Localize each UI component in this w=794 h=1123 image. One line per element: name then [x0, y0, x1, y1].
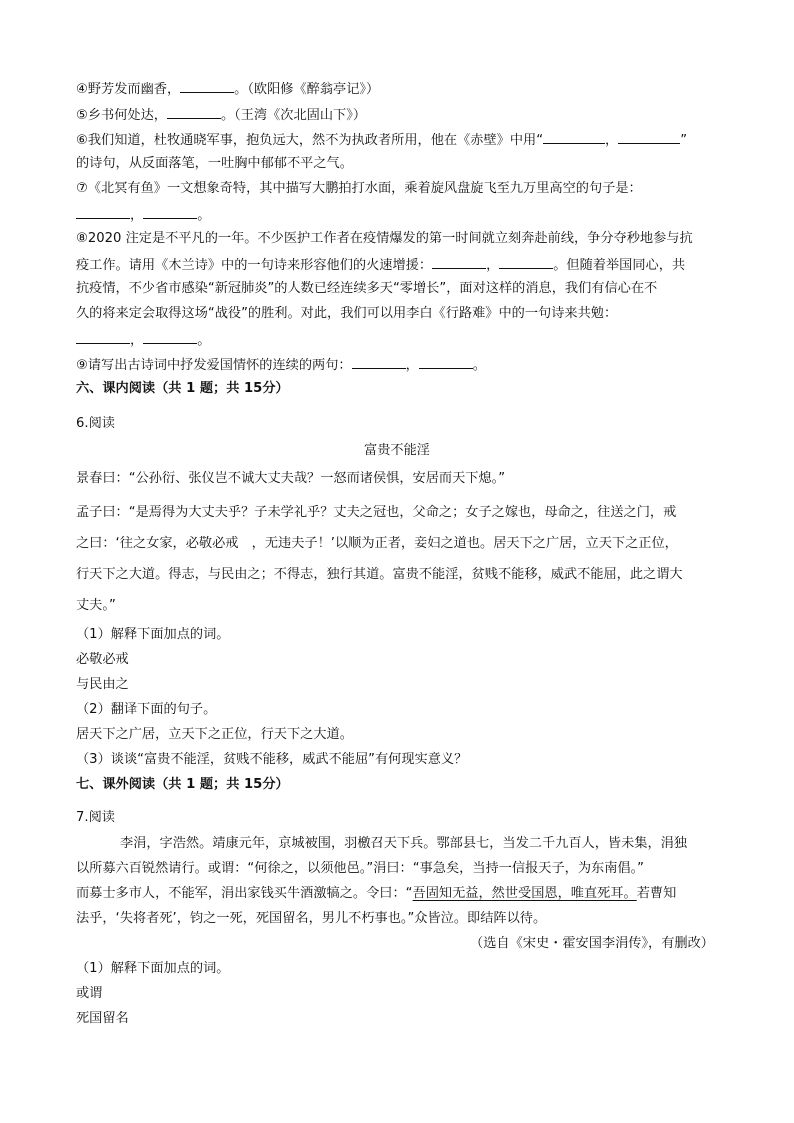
- question-label-7: 7.阅读: [76, 810, 115, 825]
- word-item: 与民由之: [76, 677, 129, 692]
- item-text: 。: [472, 358, 486, 373]
- section-heading-7: 七、课外阅读（共 1 题；共 15分）: [76, 777, 289, 792]
- answer-blank[interactable]: [76, 329, 130, 344]
- fill-item-8-line2: [76, 254, 685, 276]
- answer-blank[interactable]: [432, 254, 486, 269]
- item-text: ，: [605, 133, 619, 148]
- item-text: ⑥我们知道，杜牧通晓军事，抱负远大，然不为执政者所用，他在《赤壁》中用“: [76, 133, 544, 148]
- answer-blank[interactable]: [180, 78, 234, 93]
- item-text: ⑤乡书何处达，: [76, 108, 167, 123]
- subquestion-3: （3）谈谈“富贵不能淫，贫贱不能移，威武不能屈”有何现实意义？: [76, 752, 468, 767]
- passage-title: 富贵不能淫: [364, 443, 430, 458]
- answer-blank[interactable]: [499, 254, 553, 269]
- passage-text: 若曹知: [636, 886, 677, 901]
- passage-paragraph-2-line2: 之曰：‘往之女家，必敬必戒 ，无违夫子！’以顺为正者，妾妇之道也。居天下之广居，立天下之正位，: [76, 536, 678, 551]
- item-text: 。: [197, 333, 211, 348]
- section-heading-6: 六、课内阅读（共 1 题；共 15分）: [76, 381, 289, 396]
- item-text: 。: [197, 208, 211, 223]
- passage-paragraph-2-line3: 行天下之大道。得志，与民由之；不得志，独行其道。富贵不能淫，贫贱不能移，威武不能屈，此之谓大: [76, 567, 683, 582]
- item-text: ，: [405, 358, 419, 373]
- fill-item-7: ⑦《北冥有鱼》一文想象奇特，其中描写大鹏拍打水面，乘着旋风盘旋飞至九万里高空的句子是：: [76, 181, 642, 196]
- item-text: 。但随着举国同心，共: [553, 258, 686, 273]
- passage-line-2: 以所募六百锐然请行。或谓：“何徐之，以须他邑。”涓曰：“事急矣，当持一信报天子，为东南倡。”: [76, 861, 644, 876]
- fill-item-7-line2: [76, 204, 210, 226]
- fill-item-4: [76, 78, 379, 100]
- answer-blank[interactable]: [618, 129, 680, 144]
- item-text: ⑨请写出古诗词中抒发爱国情怀的连续的两句：: [76, 358, 352, 373]
- subquestion-1: （1）解释下面加点的词。: [76, 961, 230, 976]
- item-text: ④野芳发而幽香，: [76, 82, 181, 97]
- fill-item-8-line3: 抗疫情，不少省市感染“新冠肺炎”的人数已经连续多天“零增长”，面对这样的消息，我们有信心在不: [76, 281, 658, 296]
- fill-item-6: [76, 129, 687, 151]
- word-item: 必敬必戒: [76, 652, 129, 667]
- question-label-6: 6.阅读: [76, 416, 115, 431]
- item-text: 。（欧阳修《醉翁亭记》）: [234, 82, 380, 97]
- answer-blank[interactable]: [352, 354, 406, 369]
- item-text: ”: [680, 133, 688, 148]
- passage-paragraph-2-line1: 孟子曰：“是焉得为大丈夫乎？子未学礼乎？丈夫之冠也，父命之；女子之嫁也，母命之，往送之门，戒: [76, 505, 677, 520]
- fill-item-6-line2: 的诗句，从反面落笔，一吐胸中郁郁不平之气。: [76, 156, 353, 171]
- item-text: ，: [486, 258, 500, 273]
- item-text: ，: [130, 333, 144, 348]
- item-text: 。（王湾《次北固山下》）: [220, 108, 367, 123]
- passage-source: （选自《宋史・霍安国李涓传》，有删改）: [470, 936, 714, 951]
- word-item: 或谓: [76, 986, 103, 1001]
- item-text: 疫工作。请用《木兰诗》中的一句诗来形容他们的火速增援：: [76, 258, 433, 273]
- fill-item-5: [76, 104, 366, 126]
- passage-line-4: 法乎，‘失将者死’，钧之一死，死国留名，男儿不朽事也。”众皆泣。即结阵以待。: [76, 911, 547, 926]
- fill-item-8: ⑧2020 注定是不平凡的一年。不少医护工作者在疫情爆发的第一时间就立刻奔赴前线，争分夺秒地参与抗: [76, 231, 693, 246]
- answer-blank[interactable]: [143, 329, 197, 344]
- passage-paragraph-1: 景春曰：“公孙衍、张仪岂不诚大丈夫哉？一怒而诸侯惧，安居而天下熄。”: [76, 471, 506, 486]
- word-item: 死国留名: [76, 1011, 129, 1026]
- answer-blank[interactable]: [543, 129, 605, 144]
- item-text: ，: [130, 208, 144, 223]
- fill-item-8-line4: 久的将来定会取得这场“战役”的胜利。对此，我们可以用李白《行路难》中的一句诗来共勉：: [76, 306, 618, 321]
- passage-line-3: [76, 884, 676, 904]
- subquestion-1: （1）解释下面加点的词。: [76, 627, 230, 642]
- underlined-sentence: 吾固知无益，然世受国恩，唯直死耳。: [412, 886, 637, 901]
- passage-paragraph-2-line4: 丈夫。”: [76, 598, 116, 613]
- answer-blank[interactable]: [143, 204, 197, 219]
- passage-line-1: 李涓，字浩然。靖康元年，京城被围，羽檄召天下兵。鄂部县七，当发二千九百人，皆未集，涓独: [120, 836, 688, 851]
- fill-item-8-line5: [76, 329, 210, 351]
- fill-item-9: [76, 354, 486, 376]
- subquestion-2: （2）翻译下面的句子。: [76, 702, 217, 717]
- passage-text: 而募士多市人，不能军，涓出家钱买牛酒激犒之。令曰：“: [76, 886, 413, 901]
- answer-blank[interactable]: [167, 104, 221, 119]
- sentence-to-translate: 居天下之广居，立天下之正位，行天下之大道。: [76, 727, 353, 742]
- answer-blank[interactable]: [76, 204, 130, 219]
- answer-blank[interactable]: [419, 354, 473, 369]
